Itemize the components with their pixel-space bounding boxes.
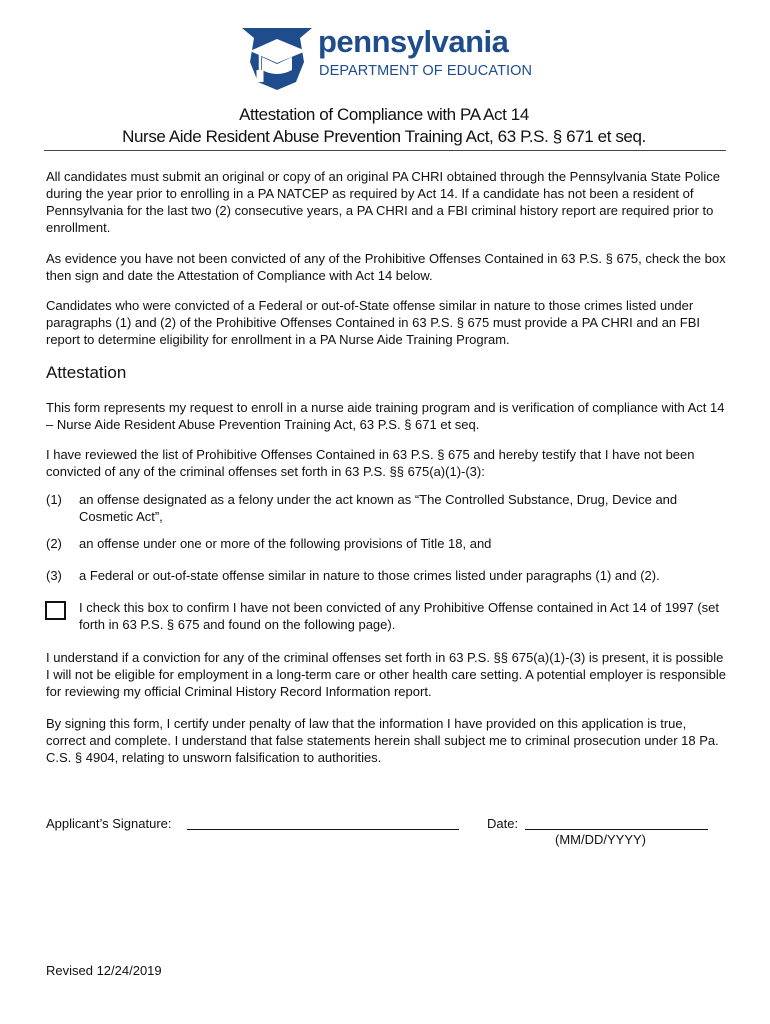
attestation-paragraph-conviction: I understand if a conviction for any of the criminal offenses set forth in 63 P.S. §§ 675(a)(1)-(3) is present, it is possible I will not be eligible for employment in a long-term care or other health care setting. A potential employer is responsible for reviewing my official Criminal History Record Information report. — [46, 650, 726, 699]
compliance-checkbox[interactable] — [45, 601, 66, 620]
logo-wordmark: pennsylvania — [318, 24, 509, 59]
attestation-heading: Attestation — [46, 363, 127, 382]
attestation-paragraph-certify: By signing this form, I certify under penalty of law that the information I have provided on this application is true, correct and complete. I understand that false statements herein shall subject me to criminal prosecution under 18 Pa. C.S. § 4904, relating to unsworn falsification to authorities. — [46, 716, 719, 765]
compliance-checkbox-label: I check this box to confirm I have not been convicted of any Prohibitive Offense contained in Act 14 of 1997 (set forth in 63 P.S. § 675 and found on the following page). — [79, 600, 720, 632]
keystone-mortarboard-icon — [238, 24, 316, 94]
revision-date: Revised 12/24/2019 — [46, 963, 162, 978]
intro-paragraph-federal: Candidates who were convicted of a Federal or out-of-State offense similar in nature to those crimes listed under paragraphs (1) and (2) of the Prohibitive Offenses Contained in 63 P.S. § 675 must provide a PA CHRI and an FBI report to determine eligibility for enrollment in a PA Nurse Aide Training Program. — [46, 298, 700, 347]
date-label: Date: — [487, 816, 519, 831]
list-item-text: a Federal or out-of-state offense similar in nature to those crimes listed under paragraphs (1) and (2). — [79, 568, 660, 583]
date-format-hint: (MM/DD/YYYY) — [555, 832, 646, 847]
list-item-number: (3) — [46, 568, 62, 583]
title-divider — [44, 150, 726, 151]
list-item-text: an offense under one or more of the following provisions of Title 18, and — [79, 536, 492, 551]
intro-paragraph-chri: All candidates must submit an original or copy of an original PA CHRI obtained through the Pennsylvania State Police during the year prior to enrolling in a PA NATCEP as required by Act 14. If a candidate has not been a resident of Pennsylvania for the last two (2) consecutive years, a PA CHRI and a FBI criminal history report are required prior to enrollment. — [46, 169, 720, 235]
attestation-paragraph-review: I have reviewed the list of Prohibitive Offenses Contained in 63 P.S. § 675 and hereby testify that I have not been convicted of any of the criminal offenses set forth in 63 P.S. §§ 675(a)(1)-(3): — [46, 447, 695, 479]
date-field[interactable] — [525, 829, 708, 830]
document-subtitle: Nurse Aide Resident Abuse Prevention Training Act, 63 P.S. § 671 et seq. — [122, 127, 646, 146]
list-item-number: (2) — [46, 536, 62, 551]
intro-paragraph-evidence: As evidence you have not been convicted of any of the Prohibitive Offenses Contained in 63 P.S. § 675, check the box then sign and date the Attestation of Compliance with Act 14 below. — [46, 251, 726, 283]
pa-education-logo — [238, 24, 538, 94]
document-title: Attestation of Compliance with PA Act 14 — [239, 105, 529, 124]
attestation-paragraph-request: This form represents my request to enroll in a nurse aide training program and is verification of compliance with Act 14 – Nurse Aide Resident Abuse Prevention Training Act, 63 P.S. § 671 et seq. — [46, 400, 725, 432]
list-item-text: an offense designated as a felony under the act known as “The Controlled Substance, Drug, Device and Cosmetic Act”, — [79, 492, 678, 524]
signature-field[interactable] — [187, 829, 459, 830]
logo-department: DEPARTMENT OF EDUCATION — [319, 63, 533, 79]
signature-label: Applicant’s Signature: — [46, 816, 172, 831]
list-item-number: (1) — [46, 492, 62, 507]
